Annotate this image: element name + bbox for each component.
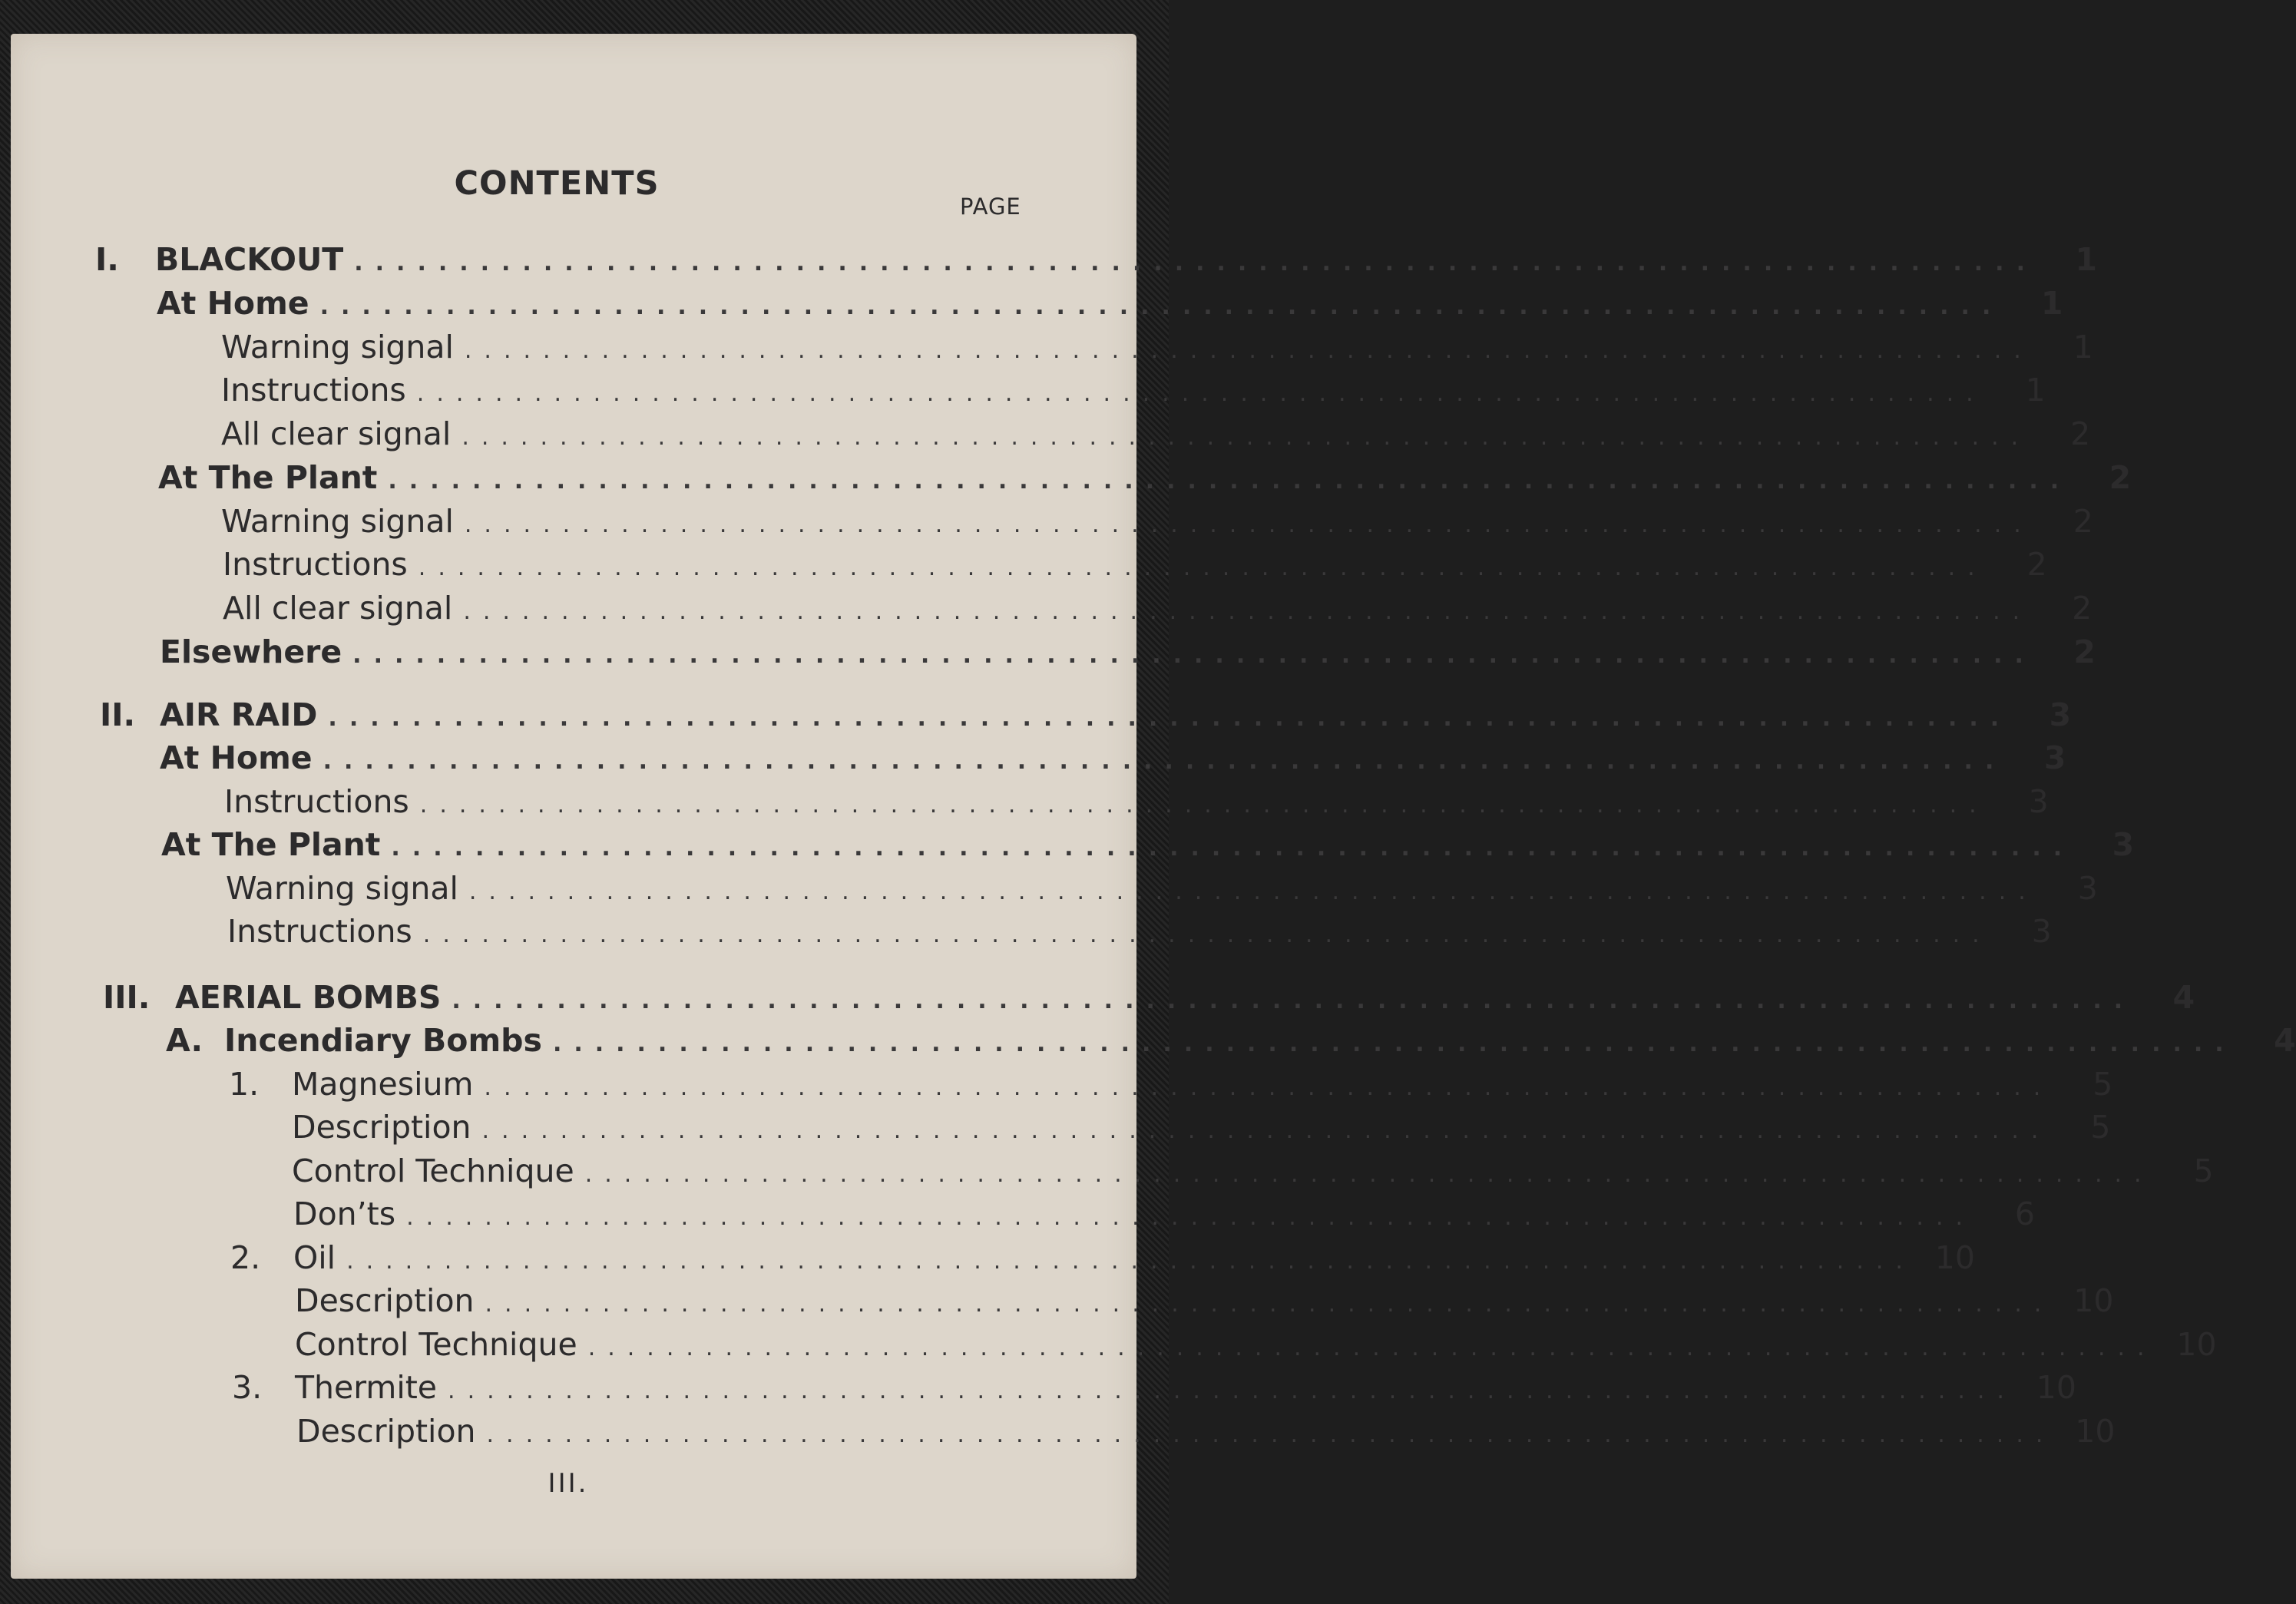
toc-entry-label: At Home: [160, 739, 313, 776]
toc-entry-item: [230, 1239, 1975, 1282]
dot-leader: ................................................................................: [319, 293, 2003, 320]
dot-leader: ................................................................................: [422, 921, 1992, 948]
toc-entry-page: 2: [2072, 590, 2093, 627]
toc-entry-number: II.: [100, 696, 136, 733]
dot-leader: ................................................................................: [468, 878, 2038, 905]
toc-entry-label: At The Plant: [161, 826, 381, 863]
toc-entry-page: 3: [2043, 739, 2066, 776]
toc-entry-subsection: [166, 1022, 2296, 1065]
toc-entry-item: [223, 546, 2047, 589]
toc-entry-page: 2: [2070, 415, 2091, 452]
toc-entry-section: [95, 241, 2097, 284]
toc-entry-label: Description: [295, 1282, 475, 1319]
toc-entry-item: [223, 590, 2093, 633]
toc-entry-label: Instructions: [223, 546, 408, 583]
toc-entry-label: AERIAL BOMBS: [175, 979, 442, 1016]
toc-entry-page: 5: [2193, 1153, 2214, 1189]
toc-entry-label: Description: [296, 1413, 476, 1450]
toc-entry-number: 2.: [230, 1239, 261, 1276]
toc-entry-label: At The Plant: [158, 459, 378, 496]
toc-entry-subsection: [157, 285, 2063, 328]
dot-leader: ................................................................................: [328, 705, 2012, 732]
toc-entry-page: 6: [2014, 1196, 2036, 1232]
toc-entry-item: [292, 1153, 2214, 1196]
toc-entry-label: Magnesium: [292, 1066, 474, 1103]
dot-leader: ................................................................................: [464, 511, 2033, 538]
toc-entry-label: Don’ts: [293, 1196, 396, 1232]
dot-leader: ................................................................................: [346, 1248, 1915, 1275]
toc-entry-item: [221, 372, 2046, 415]
toc-entry-label: AIR RAID: [160, 696, 318, 733]
toc-entry-page: 10: [2036, 1369, 2076, 1406]
page-column-label: PAGE: [960, 193, 1021, 220]
contents-title: CONTENTS: [454, 164, 660, 203]
toc-entry-label: Instructions: [221, 372, 406, 408]
dot-leader: ................................................................................: [352, 642, 2036, 669]
toc-entry-section: [103, 979, 2195, 1022]
toc-entry-subsection: [158, 459, 2132, 502]
toc-entry-item: [232, 1369, 2076, 1412]
toc-entry-label: At Home: [157, 285, 309, 322]
toc-entry-item: [292, 1109, 2111, 1152]
toc-entry-number: 3.: [232, 1369, 263, 1406]
toc-entry-page: 3: [2112, 826, 2135, 863]
toc-entry-page: 2: [2073, 503, 2093, 540]
toc-entry-section: [100, 696, 2072, 739]
toc-entry-number: III.: [103, 979, 151, 1016]
toc-entry-label: Instructions: [227, 913, 412, 950]
dot-leader: ................................................................................: [587, 1334, 2157, 1361]
toc-entry-item: [295, 1282, 2114, 1325]
toc-entry-page: 5: [2090, 1109, 2111, 1146]
toc-entry-label: Instructions: [224, 783, 409, 820]
toc-entry-item: [229, 1066, 2113, 1109]
toc-entry-item: [221, 329, 2093, 372]
dot-leader: ................................................................................: [462, 424, 2031, 451]
toc-entry-item: [221, 415, 2091, 458]
toc-entry-page: 10: [2176, 1326, 2217, 1363]
toc-entry-item: [224, 783, 2049, 826]
toc-entry-item: [293, 1196, 2036, 1239]
dot-leader: ................................................................................: [406, 1204, 1976, 1231]
toc-entry-page: 3: [2031, 913, 2052, 950]
toc-entry-item: [226, 870, 2098, 913]
toc-entry-label: All clear signal: [223, 590, 453, 627]
dot-leader: ................................................................................: [354, 250, 2037, 276]
toc-entry-label: Description: [292, 1109, 471, 1146]
toc-entry-item: [296, 1413, 2116, 1456]
dot-leader: ................................................................................: [416, 380, 1986, 407]
dot-leader: ................................................................................: [419, 792, 1989, 819]
dot-leader: ................................................................................: [484, 1074, 2053, 1101]
toc-entry-page: 10: [2075, 1413, 2116, 1450]
dot-leader: ................................................................................: [463, 598, 2033, 625]
dot-leader: ................................................................................: [481, 1117, 2051, 1144]
toc-entry-label: Thermite: [295, 1369, 438, 1406]
toc-entry-label: BLACKOUT: [155, 241, 344, 278]
dot-leader: ................................................................................: [391, 835, 2075, 862]
toc-entry-label: Warning signal: [221, 503, 454, 540]
toc-entry-item: [221, 503, 2093, 546]
toc-entry-subsection: [161, 826, 2135, 869]
toc-entry-number: A.: [166, 1022, 203, 1059]
dot-leader: ................................................................................: [552, 1030, 2236, 1057]
toc-entry-page: 4: [2274, 1022, 2296, 1059]
toc-entry-label: Warning signal: [221, 329, 454, 365]
toc-entry-label: Incendiary Bombs: [224, 1022, 542, 1059]
toc-entry-label: All clear signal: [221, 415, 452, 452]
toc-entry-page: 10: [1934, 1239, 1975, 1276]
toc-entry-page: 3: [2049, 696, 2072, 733]
toc-entry-label: Warning signal: [226, 870, 458, 907]
toc-entry-page: 2: [2026, 546, 2047, 583]
toc-entry-number: I.: [95, 241, 119, 278]
toc-entry-number: 1.: [229, 1066, 260, 1103]
dot-leader: ................................................................................: [388, 468, 2072, 494]
toc-entry-page: 1: [2073, 329, 2093, 365]
dot-leader: ................................................................................: [584, 1161, 2154, 1188]
toc-entry-item: [227, 913, 2052, 956]
dot-leader: ................................................................................: [418, 554, 1987, 581]
toc-entry-label: Oil: [293, 1239, 336, 1276]
dot-leader: ................................................................................: [485, 1291, 2054, 1318]
toc-entry-page: 4: [2172, 979, 2195, 1016]
dot-leader: ................................................................................: [323, 748, 2007, 775]
toc-entry-subsection: [160, 633, 2096, 676]
toc-entry-label: Elsewhere: [160, 633, 342, 670]
toc-entry-label: Control Technique: [292, 1153, 574, 1189]
toc-entry-page: 10: [2073, 1282, 2114, 1319]
dot-leader: ................................................................................: [486, 1421, 2056, 1448]
toc-entry-page: 1: [2075, 241, 2097, 278]
toc-entry-page: 2: [2109, 459, 2132, 496]
dot-leader: ................................................................................: [464, 337, 2033, 364]
dot-leader: ................................................................................: [452, 987, 2136, 1014]
page-number: III.: [548, 1468, 589, 1499]
toc-entry-page: 5: [2093, 1066, 2113, 1103]
toc-entry-page: 1: [2025, 372, 2046, 408]
dot-leader: ................................................................................: [448, 1377, 2016, 1404]
toc-entry-page: 1: [2040, 285, 2063, 322]
toc-entry-page: 3: [2028, 783, 2049, 820]
toc-entry-page: 2: [2073, 633, 2096, 670]
toc-entry-page: 3: [2077, 870, 2098, 907]
toc-entry-subsection: [160, 739, 2066, 782]
toc-entry-label: Control Technique: [295, 1326, 577, 1363]
toc-entry-item: [295, 1326, 2217, 1369]
